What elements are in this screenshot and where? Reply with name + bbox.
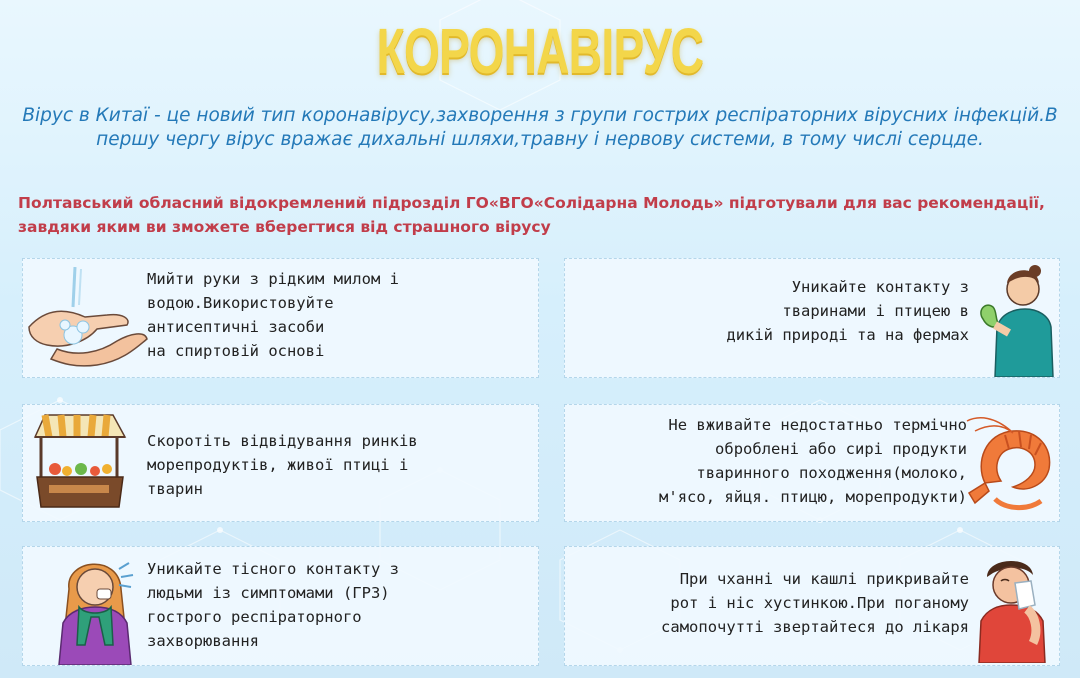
shrimp-icon bbox=[965, 413, 1057, 513]
market-stall-icon bbox=[31, 411, 127, 511]
page-title: КОРОНАВІРУС bbox=[376, 15, 704, 87]
tip-card-raw-food bbox=[564, 404, 1060, 522]
sneezing-man-icon bbox=[969, 551, 1055, 663]
tip-text-close-contact: Уникайте тісного контакту з людьми із симптомами (ГРЗ) гострого респіраторного захворювання bbox=[147, 560, 399, 650]
tip-card-close-contact bbox=[22, 546, 539, 666]
intro-paragraph: Вірус в Китаї - це новий тип коронавірусу,захворення з групи гострих респіраторних вірусних інфекцій.В першу чергу вірус вражає дихальні шляхи,травну і нервову системи, в тому числі серцде. bbox=[22, 105, 1058, 150]
tip-card-sneezing bbox=[564, 546, 1060, 666]
organization-note: Полтавський обласний відокремлений підрозділ ГО«ВГО«Солідарна Молодь» підготували для вас рекомендації, завдяки яким ви зможете вберегтися від страшного вірусу bbox=[18, 194, 1045, 236]
tip-text-raw-food: Не вживайте недостатньо термічно оброблені або сирі продукти тваринного походження(молоко, м'ясо, яйця. птицю, морепродукти) bbox=[659, 416, 967, 506]
tip-card-animals bbox=[564, 258, 1060, 378]
tip-text-markets: Скоротіть відвідування ринків морепродуктів, живої птиці і тварин bbox=[147, 432, 418, 498]
tip-text-hand-washing: Мийти руки з рідким милом і водою.Використовуйте антисептичні засоби на спиртовій основі bbox=[147, 270, 399, 360]
tip-text-sneezing: При чханні чи кашлі прикривайте рот і ніс хустинкою.При поганому самопочутті звертайтеся до лікаря bbox=[661, 570, 969, 636]
sick-woman-icon bbox=[49, 549, 141, 665]
hand-washing-icon bbox=[27, 267, 149, 372]
person-with-bird-icon bbox=[965, 261, 1057, 377]
tip-card-markets bbox=[22, 404, 539, 522]
tip-text-animals: Уникайте контакту з тваринами і птицею в дикій природі та на фермах bbox=[726, 278, 969, 344]
tip-card-hand-washing bbox=[22, 258, 539, 378]
